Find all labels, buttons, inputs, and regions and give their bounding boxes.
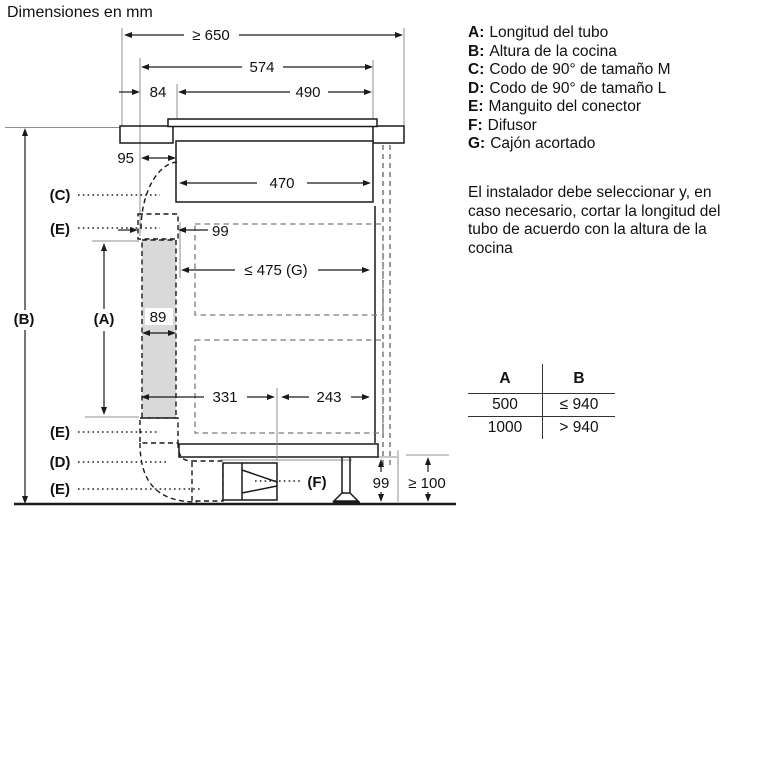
label-d — [50, 454, 166, 471]
dimension-650 — [124, 27, 403, 44]
legend-text: Difusor — [487, 116, 537, 134]
table-cell: 500 — [468, 394, 543, 417]
table-header-a: A — [468, 364, 543, 394]
legend-text: Codo de 90° de tamaño L — [489, 79, 667, 97]
dim-89-value: 89 — [149, 309, 167, 326]
drawer-outline-lower — [195, 340, 383, 433]
dimension-574 — [141, 59, 373, 76]
dim-574-value: 574 — [249, 59, 275, 76]
label-b: (B) — [13, 311, 35, 328]
elbow-l-dashed — [140, 443, 197, 502]
dim-100-value: ≥ 100 — [408, 475, 446, 492]
label-e-middle — [50, 424, 158, 441]
legend-key: E: — [468, 98, 484, 115]
legend-key: A: — [468, 24, 485, 41]
dim-99-bottom-value: 99 — [372, 475, 390, 492]
cabinet-leg — [333, 457, 360, 503]
svg-text:(F): (F) — [307, 474, 327, 491]
dim-243-value: 243 — [316, 389, 342, 406]
label-e-top — [50, 221, 160, 238]
table-header-b: B — [543, 364, 616, 394]
page-title: Dimensiones en mm — [7, 4, 153, 21]
svg-text:(E): (E) — [50, 221, 70, 238]
svg-text:(C): (C) — [49, 187, 71, 204]
duct-tube — [142, 240, 176, 418]
dim-475-value: ≤ 475 (G) — [244, 262, 308, 279]
dim-650-value: ≥ 650 — [192, 27, 230, 44]
label-e-bottom — [50, 481, 202, 498]
label-c — [50, 187, 160, 204]
legend-key: D: — [468, 79, 485, 97]
legend-key: F: — [468, 116, 483, 134]
dimension-99-bottom — [373, 459, 390, 502]
svg-text:(E): (E) — [50, 424, 70, 441]
dimension-A — [90, 243, 118, 415]
countertop-left-section — [120, 126, 173, 143]
svg-text:(E): (E) — [50, 481, 70, 498]
dimension-99-top — [118, 223, 229, 240]
connector-bottom — [140, 418, 178, 443]
dimension-84 — [119, 84, 166, 101]
legend-key: C: — [468, 61, 485, 78]
legend-key: G: — [468, 135, 486, 152]
diffuser — [220, 460, 352, 500]
legend-text: Longitud del tubo — [489, 24, 609, 41]
label-a: (A) — [93, 311, 115, 328]
dim-95-value: 95 — [117, 150, 134, 167]
hob-glass-top — [168, 119, 377, 127]
dim-84-value: 84 — [149, 84, 167, 101]
table-cell: > 940 — [559, 419, 599, 436]
legend-text: Manguito del conector — [488, 98, 642, 115]
legend-text: Codo de 90° de tamaño M — [489, 61, 671, 78]
legend-text: Cajón acortado — [490, 135, 596, 152]
dimension-95 — [117, 150, 176, 167]
table-cell: 1000 — [468, 417, 543, 440]
svg-text:(D): (D) — [49, 454, 71, 471]
table-cell: ≤ 940 — [543, 394, 616, 417]
dimension-243 — [277, 388, 370, 461]
hob-body — [176, 141, 373, 202]
dimension-100 — [408, 457, 445, 502]
bottom-shelf — [179, 444, 378, 457]
legend-text: Altura de la cocina — [489, 42, 617, 60]
installer-note: El instalador debe seleccionar y, en caso necesario, cortar la longitud del tubo de acuerdo con la altura de la cocina — [468, 184, 721, 257]
connector-outlet — [192, 461, 223, 501]
dimension-490 — [178, 84, 372, 101]
dim-470-value: 470 — [269, 175, 295, 192]
dim-331-value: 331 — [212, 389, 238, 406]
dim-99-top-value: 99 — [212, 223, 229, 240]
legend-key: B: — [468, 42, 485, 60]
dimension-B — [10, 128, 38, 504]
connector-top — [138, 214, 178, 239]
countertop-right-section — [373, 126, 404, 143]
dim-490-value: 490 — [295, 84, 321, 101]
dimension-475 — [181, 262, 370, 279]
